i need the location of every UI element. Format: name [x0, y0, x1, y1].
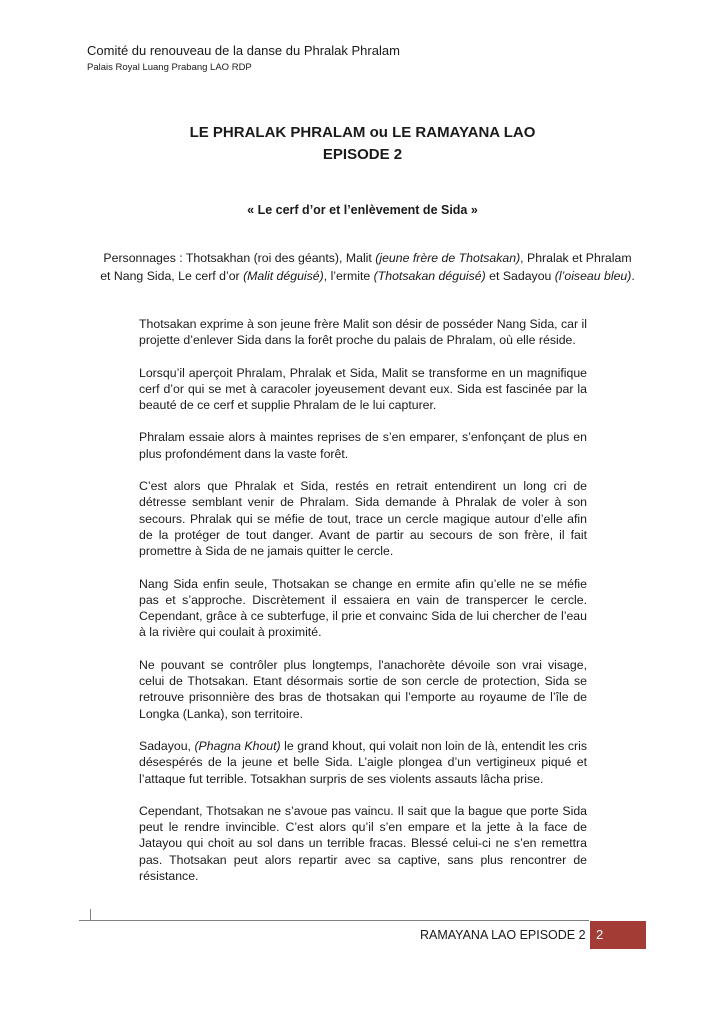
characters-text: , Phralak et Phralam et Nang Sida, Le cerf d’or: [100, 251, 632, 283]
characters-note: (Thotsakan déguisé): [373, 269, 486, 283]
paragraph: Nang Sida enfin seule, Thotsakan se change en ermite afin qu’elle ne se méfie pas et s’approche. Discrètement il essaiera en vain de transpercer le cercle. Cependant, grâce à ce subterfuge, il prie et convainc Sida de lui chercher de l’eau à la rivière qui coulait à proximité.: [139, 576, 587, 640]
paragraph: [139, 738, 587, 787]
paragraph: Lorsqu’il aperçoit Phralam, Phralak et Sida, Malit se transforme en un magnifique cerf d’or qui se met à caracoler joyeusement devant eux. Sida est fascinée par la beauté de ce cerf et supplie Phralam de le lui capturer.: [139, 365, 587, 413]
paragraph: Ne pouvant se contrôler plus longtemps, l'anachorète dévoile son vrai visage, celui de Thotsakan. Etant désormais sortie de son cercle de protection, Sida se retrouve prisonnière des bras de thotsakan qui l’emporte au royaume de l’île de Longka (Lanka), son territoire.: [139, 657, 587, 721]
characters-note: (Malit déguisé): [243, 269, 324, 283]
characters-text: , l’ermite: [323, 269, 374, 283]
episode-subtitle: « Le cerf d’or et l’enlèvement de Sida »: [247, 203, 478, 217]
page-number-badge: [590, 921, 646, 949]
episode-title: EPISODE 2: [322, 146, 403, 163]
characters-text: .: [631, 269, 635, 283]
characters-text: et Sadayou: [485, 269, 555, 283]
paragraph: C’est alors que Phralak et Sida, restés en retrait entendirent un long cri de détresse semblant venir de Phralam. Sida demande à Phralak de voler à son secours. Phralak qui se méfie de tout, trace un cercle magique autour d’elle afin de la protéger de tout danger. Avant de partir au secours de son frère, il fait promettre à Sida de ne jamais quitter le cercle.: [139, 479, 587, 559]
characters-list: [100, 249, 635, 285]
paragraph: Cependant, Thotsakan ne s’avoue pas vaincu. Il sait que la bague que porte Sida peut le rendre invincible. C’est alors qu’il s’en empare et la jette à la face de Jatayou qui choit au sol dans un terrible fracas. Blessé celui-ci ne s’en remettra pas. Thotsakan peut alors repartir avec sa captive, sans plus rencontrer de résistance.: [139, 803, 587, 884]
header-organization: Comité du renouveau de la danse du Phralak Phralam: [87, 43, 400, 58]
characters-note: (l’oiseau bleu): [554, 269, 632, 283]
header-place: Palais Royal Luang Prabang LAO RDP: [87, 62, 252, 73]
footer-divider: [79, 920, 589, 921]
document-title: LE PHRALAK PHRALAM ou LE RAMAYANA LAO: [189, 124, 536, 141]
paragraph: Thotsakan exprime à son jeune frère Malit son désir de posséder Nang Sida, car il projette d’enlever Sida dans la forêt proche du palais de Phralam, où elle réside.: [139, 317, 587, 348]
story-body: [139, 316, 587, 900]
paragraph-text: Sadayou,: [139, 738, 195, 753]
paragraph: Phralam essaie alors à maintes reprises de s’en emparer, s’enfonçant de plus en plus profondément dans la vaste forêt.: [139, 430, 587, 461]
paragraph-note: (Phagna Khout): [194, 738, 281, 753]
paragraph-text: le grand khout, qui volait non loin de là, entendit les cris désespérés de la jeune et belle Sida. L’aigle plongea d’un vertigineux piqué et l’attaque fut terrible. Totsakhan surpris de ses violents assauts lâcha prise.: [139, 738, 587, 786]
page-number: 2: [596, 927, 604, 942]
characters-text: Personnages : Thotsakhan (roi des géants), Malit: [103, 251, 376, 265]
footer-label: RAMAYANA LAO EPISODE 2: [420, 928, 586, 942]
characters-note: (jeune frère de Thotsakan): [375, 251, 521, 265]
